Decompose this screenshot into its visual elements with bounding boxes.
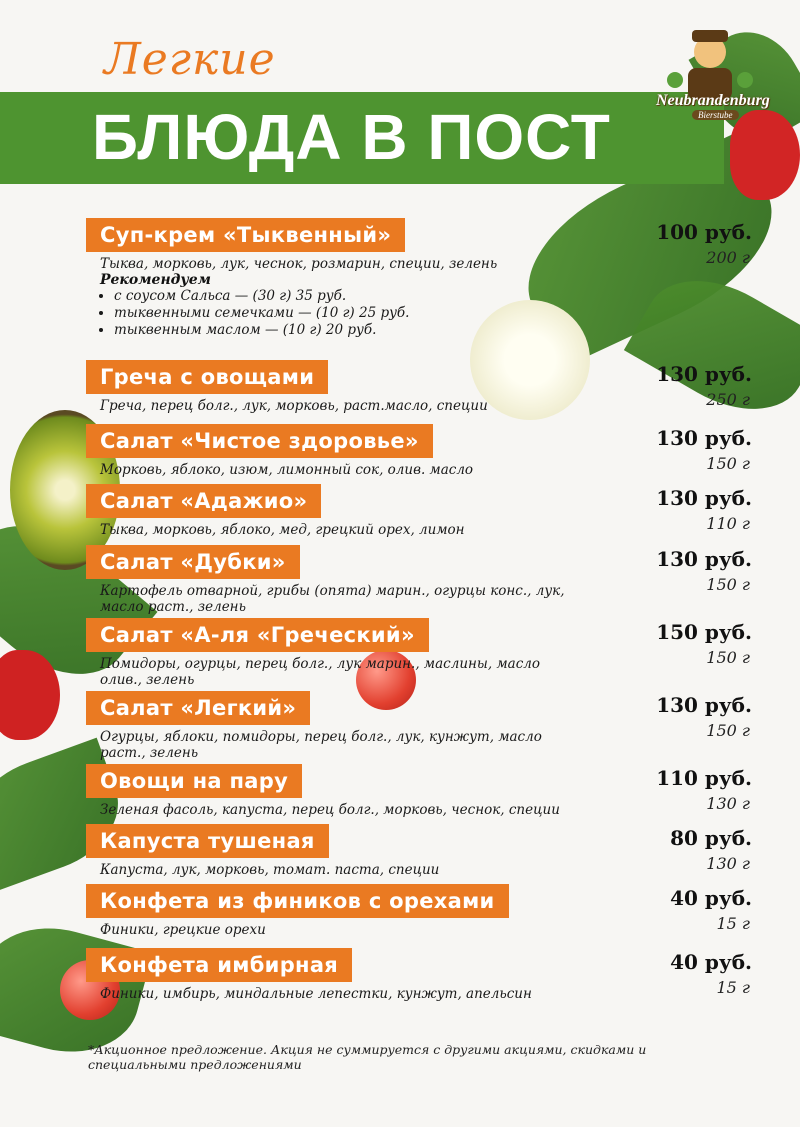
recommend-item: • с соусом Сальса — (30 г) 35 руб.	[114, 288, 766, 305]
dish-weight: 250 г	[706, 390, 750, 409]
dish-weight: 130 г	[706, 794, 750, 813]
logo-name: Neubrandenburg	[656, 92, 770, 109]
dish-price: 150 руб.	[656, 620, 752, 644]
dish-weight: 15 г	[716, 914, 750, 933]
menu-item	[86, 424, 766, 478]
dish-name: Капуста тушеная	[86, 824, 329, 858]
recommend-item: • тыквенными семечками — (10 г) 25 руб.	[114, 305, 766, 322]
dish-description: Финики, грецкие орехи	[100, 922, 266, 938]
dish-name: Конфета из фиников с орехами	[86, 884, 509, 918]
dish-description: Помидоры, огурцы, перец болг., лук марин., маслины, масло олив., зелень	[100, 656, 541, 688]
menu-item	[86, 484, 766, 538]
dish-price: 40 руб.	[670, 950, 752, 974]
dish-price: 130 руб.	[656, 426, 752, 450]
dish-weight: 150 г	[706, 721, 750, 740]
dish-name: Суп-крем «Тыквенный»	[86, 218, 405, 252]
dish-price: 130 руб.	[656, 693, 752, 717]
dish-description: Зеленая фасоль, капуста, перец болг., морковь, чеснок, специи	[100, 802, 560, 818]
dish-name: Салат «Дубки»	[86, 545, 300, 579]
dish-weight: 150 г	[706, 454, 750, 473]
dish-name: Салат «Легкий»	[86, 691, 310, 725]
dish-name: Салат «Чистое здоровье»	[86, 424, 433, 458]
dish-name: Салат «А-ля «Греческий»	[86, 618, 429, 652]
dish-name: Овощи на пару	[86, 764, 302, 798]
dish-weight: 130 г	[706, 854, 750, 873]
menu-item	[86, 691, 766, 761]
dish-weight: 150 г	[706, 575, 750, 594]
dish-price: 80 руб.	[670, 826, 752, 850]
dish-description: Морковь, яблоко, изюм, лимонный сок, олив. масло	[100, 462, 474, 478]
title-script: Легкие	[104, 34, 276, 85]
recommend-item: • тыквенным маслом — (10 г) 20 руб.	[114, 322, 766, 339]
dish-price: 130 руб.	[656, 547, 752, 571]
dish-name: Конфета имбирная	[86, 948, 352, 982]
dish-weight: 110 г	[706, 514, 750, 533]
menu-item	[86, 218, 766, 339]
menu-item	[86, 948, 766, 1002]
menu-item	[86, 764, 766, 818]
dish-description: Тыква, морковь, лук, чеснок, розмарин, специи, зелень	[100, 256, 498, 272]
dish-description: Финики, имбирь, миндальные лепестки, кунжут, апельсин	[100, 986, 532, 1002]
dish-price: 130 руб.	[656, 362, 752, 386]
dish-description: Капуста, лук, морковь, томат. паста, специи	[100, 862, 440, 878]
dish-weight: 150 г	[706, 648, 750, 667]
dish-price: 100 руб.	[656, 220, 752, 244]
page-title: БЛЮДА В ПОСТ	[92, 101, 611, 173]
menu-item	[86, 545, 766, 615]
menu-item	[86, 618, 766, 688]
recommend-list	[86, 288, 766, 339]
dish-name: Салат «Адажио»	[86, 484, 321, 518]
dish-price: 130 руб.	[656, 486, 752, 510]
dish-description: Огурцы, яблоки, помидоры, перец болг., лук, кунжут, масло раст., зелень	[100, 729, 542, 761]
dish-name: Греча с овощами	[86, 360, 328, 394]
menu-item	[86, 884, 766, 938]
dish-description: Тыква, морковь, яблоко, мед, грецкий орех, лимон	[100, 522, 465, 538]
menu-item	[86, 360, 766, 414]
dish-description: Картофель отварной, грибы (опята) марин., огурцы конс., лук, масло раст., зелень	[100, 583, 565, 615]
dish-weight: 15 г	[716, 978, 750, 997]
dish-weight: 200 г	[706, 248, 750, 267]
dish-price: 110 руб.	[656, 766, 752, 790]
dish-description: Греча, перец болг., лук, морковь, раст.масло, специи	[100, 398, 488, 414]
dish-price: 40 руб.	[670, 886, 752, 910]
recommend-title: Рекомендуем	[100, 272, 211, 288]
footnote: *Акционное предложение. Акция не суммируется с другими акциями, скидками и специальными предложениями	[88, 1042, 647, 1072]
logo-sub: Bierstube	[692, 110, 739, 120]
menu-item	[86, 824, 766, 878]
